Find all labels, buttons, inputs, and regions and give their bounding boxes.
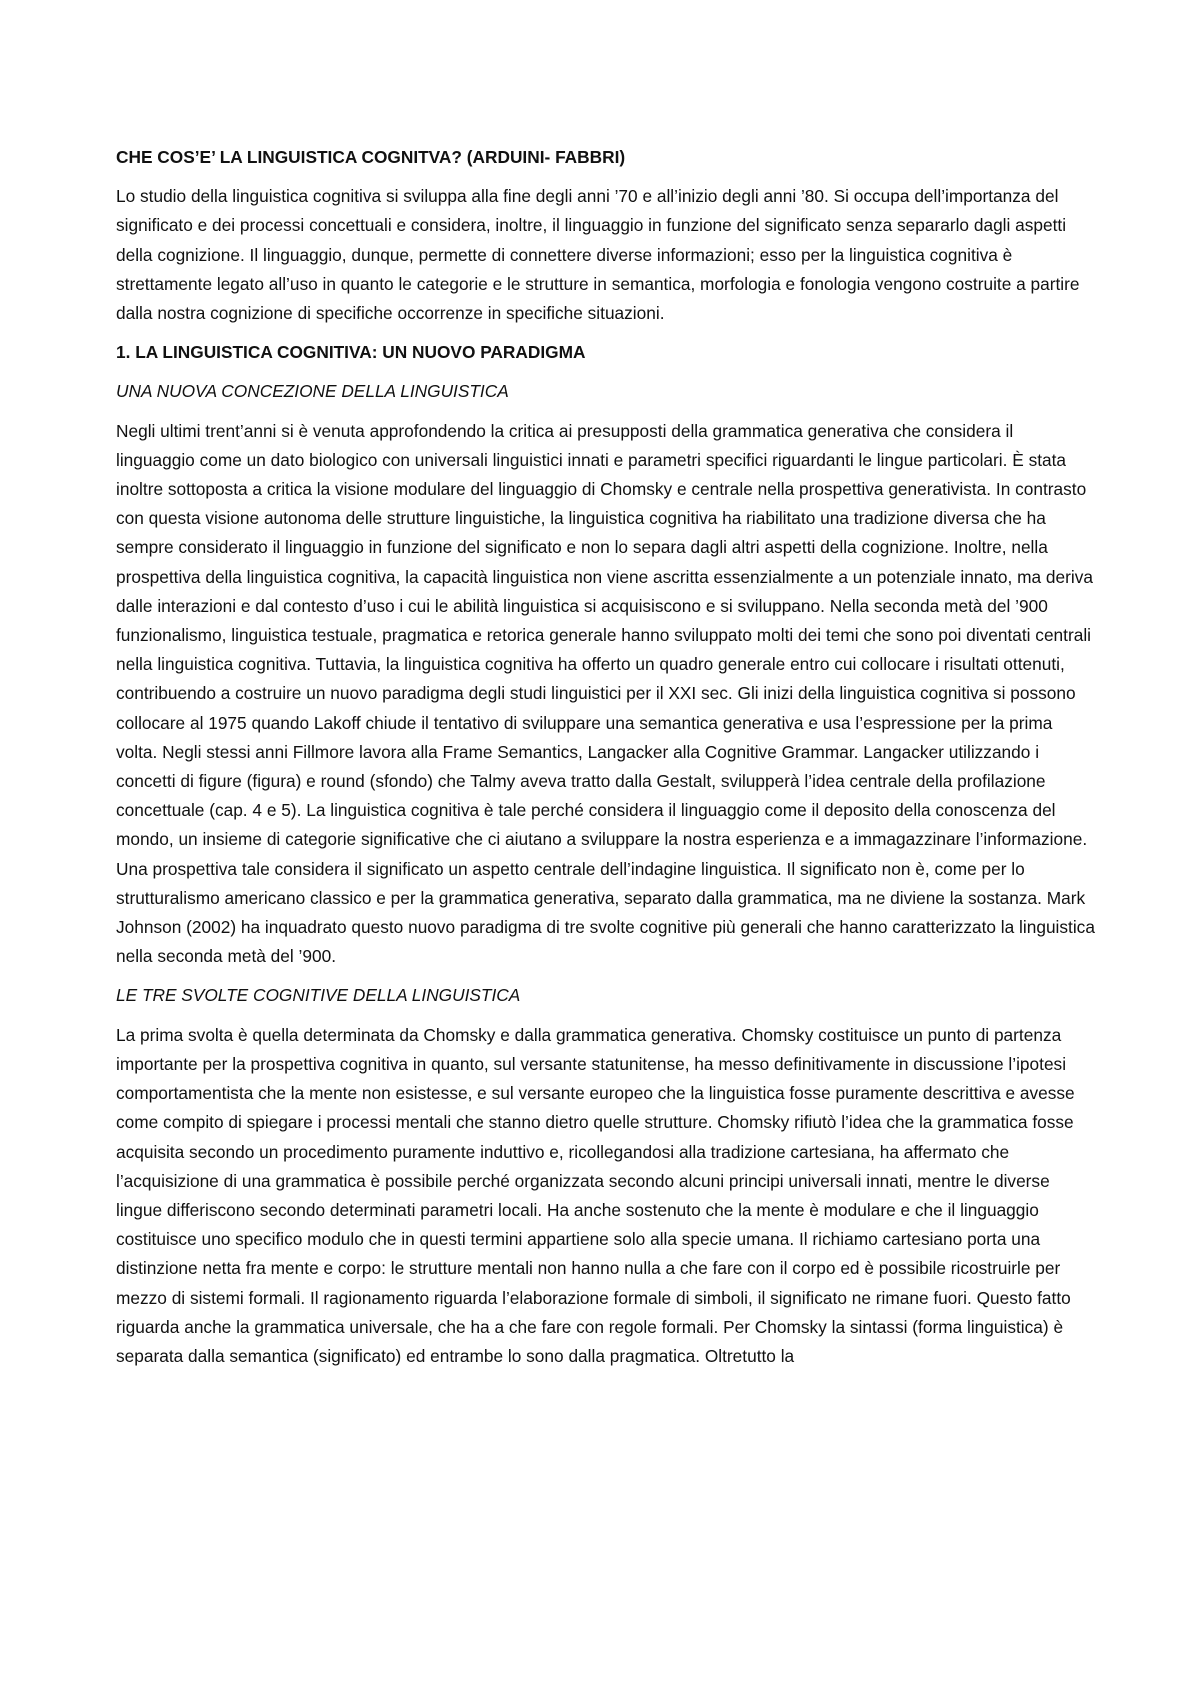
subsection-paragraph-1: Negli ultimi trent’anni si è venuta approfondendo la critica ai presupposti della grammatica generativa che considera il linguaggio come un dato biologico con universali linguistici innati e parametri specifici riguardanti le lingue particolari. È stata inoltre sottoposta a critica la visione modulare del linguaggio di Chomsky e centrale nella prospettiva generativista. In contrasto con questa visione autonoma delle strutture linguistiche, la linguistica cognitiva ha riabilitato una tradizione diversa che ha sempre considerato il linguaggio in funzione del significato e non lo separa dagli altri aspetti della cognizione. Inoltre, nella prospettiva della linguistica cognitiva, la capacità linguistica non viene ascritta essenzialmente a un potenziale innato, ma deriva dalle interazioni e dal contesto d’uso i cui le abilità linguistica si acquisiscono e si sviluppano. Nella seconda metà del ’900 funzionalismo, linguistica testuale, pragmatica e retorica generale hanno sviluppato molti dei temi che sono poi diventati centrali nella linguistica cognitiva. Tuttavia, la linguistica cognitiva ha offerto un quadro generale entro cui collocare i risultati ottenuti, contribuendo a costruire un nuovo paradigma degli studi linguistici per il XXI sec. Gli inizi della linguistica cognitiva si possono collocare al 1975 quando Lakoff chiude il tentativo di sviluppare una semantica generativa e usa l’espressione per la prima volta. Negli stessi anni Fillmore lavora alla Frame Semantics, Langacker alla Cognitive Grammar. Langacker utilizzando i concetti di figure (figura) e round (sfondo) che Talmy aveva tratto dalla Gestalt, svilupperà l’idea centrale della profilazione concettuale (cap. 4 e 5). La linguistica cognitiva è tale perché considera il linguaggio come il deposito della conoscenza del mondo, un insieme di categorie significative che ci aiutano a sviluppare la nostra esperienza e a immagazzinare l’informazione. Una prospettiva tale considera il significato un aspetto centrale dell’indagine linguistica. Il significato non è, come per lo strutturalismo americano classico e per la grammatica generativa, separato dalla grammatica, ma ne diviene la sostanza. Mark Johnson (2002) ha inquadrato questo nuovo paradigma di tre svolte cognitive più generali che hanno caratterizzato la linguistica nella seconda metà del ’900. xyxy=(116,420,1095,967)
subsection-paragraph-2: La prima svolta è quella determinata da Chomsky e dalla grammatica generativa. Chomsky costituisce un punto di partenza importante per la prospettiva cognitiva in quanto, sul versante statunitense, ha messo definitivamente in discussione l’ipotesi comportamentista che la mente non esistesse, e sul versante europeo che la linguistica fosse puramente descrittiva e avesse come compito di spiegare i processi mentali che stanno dietro quelle strutture. Chomsky rifiutò l’idea che la grammatica fosse acquisita secondo un procedimento puramente induttivo e, ricollegandosi alla tradizione cartesiana, ha affermato che l’acquisizione di una grammatica è possibile perché organizzata secondo alcuni principi universali innati, mentre le diverse lingue differiscono secondo determinati parametri locali. Ha anche sostenuto che la mente è modulare e che il linguaggio costituisce uno specifico modulo che in questi termini appartiene solo alla specie umana. Il richiamo cartesiano porta una distinzione netta fra mente e corpo: le strutture mentali non hanno nulla a che fare con il corpo ed è possibile ricostruirle per mezzo di sistemi formali. Il ragionamento riguarda l’elaborazione formale di simboli, il significato ne rimane fuori. Questo fatto riguarda anche la grammatica universale, che ha a che fare con regole formali. Per Chomsky la sintassi (forma linguistica) è separata dalla semantica (significato) ed entrambe lo sono dalla pragmatica. Oltretutto la xyxy=(116,1024,1075,1366)
intro-paragraph: Lo studio della linguistica cognitiva si sviluppa alla fine degli anni ’70 e all’inizio degli anni ’80. Si occupa dell’importanza del significato e dei processi concettuali e considera, inoltre, il linguaggio in funzione del significato senza separarlo dagli aspetti della cognizione. Il linguaggio, dunque, permette di connettere diverse informazioni; esso per la linguistica cognitiva è strettamente legato all’uso in quanto le categorie e le strutture in semantica, morfologia e fonologia vengono costruite a partire dalla nostra cognizione di specifiche occorrenze in specifiche situazioni. xyxy=(116,186,1080,324)
subsection-heading-2: LE TRE SVOLTE COGNITIVE DELLA LINGUISTICA xyxy=(116,985,521,1006)
document-title: CHE COS’E’ LA LINGUISTICA COGNITVA? (ARDUINI- FABBRI) xyxy=(116,147,626,167)
section-heading-1: 1. LA LINGUISTICA COGNITIVA: UN NUOVO PARADIGMA xyxy=(116,342,586,363)
subsection-heading-1: UNA NUOVA CONCEZIONE DELLA LINGUISTICA xyxy=(116,381,509,402)
document-body xyxy=(116,143,1096,1381)
